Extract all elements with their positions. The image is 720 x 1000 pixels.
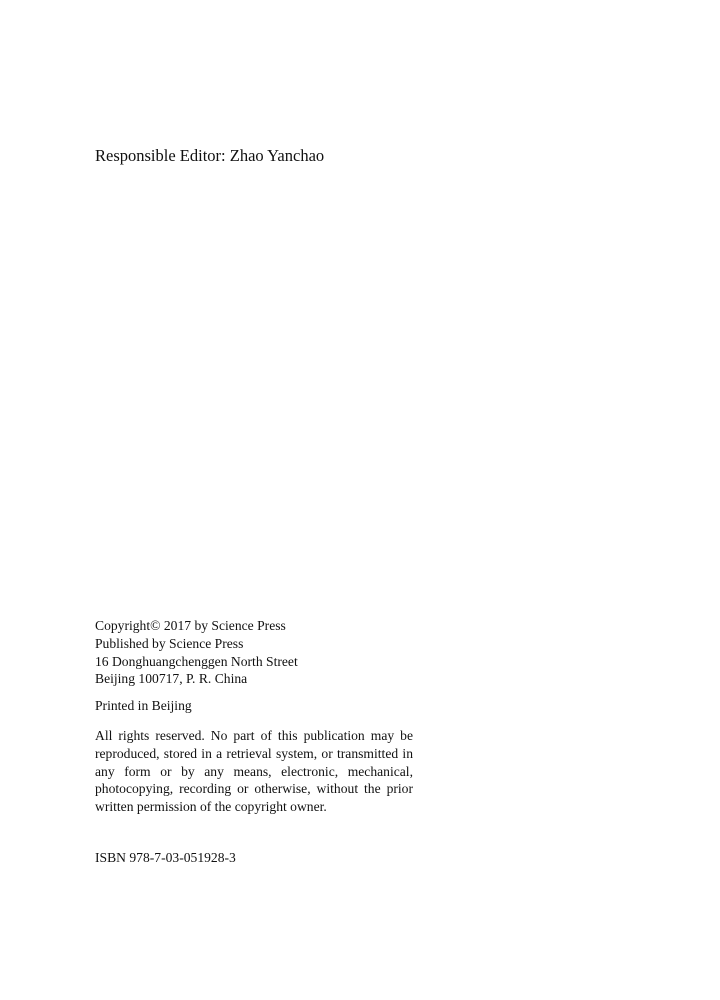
copyright-line: Copyright© 2017 by Science Press (95, 618, 286, 633)
responsible-editor-line: Responsible Editor: Zhao Yanchao (95, 146, 325, 165)
address-line-1: 16 Donghuangchenggen North Street (95, 653, 298, 669)
printed-in-line: Printed in Beijing (95, 698, 192, 713)
address-line-2: Beijing 100717, P. R. China (95, 671, 248, 687)
publisher-line: Published by Science Press (95, 635, 244, 651)
imprint-block (95, 617, 413, 688)
rights-reserved-notice: All rights reserved. No part of this publication may be reproduced, stored in a retrieval system, or transmitted in any form or by any means, electronic, mechanical, photocopying, recording or otherwise, without the prior written permission of the copyright owner. (95, 728, 413, 815)
isbn-line: ISBN 978-7-03-051928-3 (95, 850, 236, 865)
